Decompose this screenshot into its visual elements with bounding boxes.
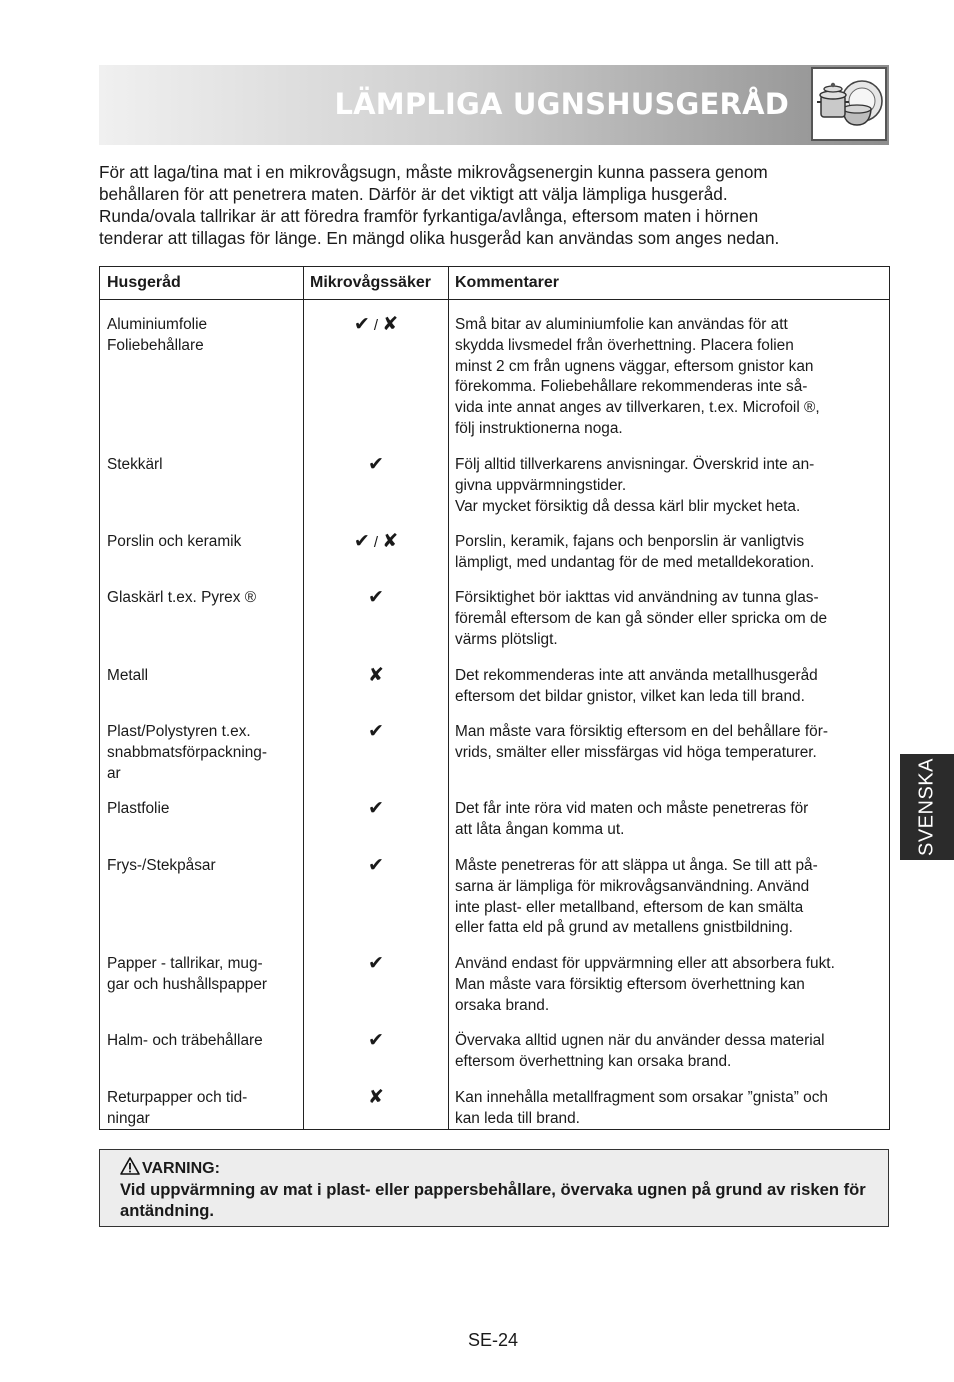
safe-indicator [304, 1088, 448, 1108]
comment [455, 954, 883, 1016]
comment-line: Det rekommenderas inte att använda metallhusgeråd [455, 667, 818, 684]
comment [455, 722, 883, 764]
safe-indicator [304, 455, 448, 475]
comment-line: Försiktighet bör iakttas vid användning av tunna glas- [455, 589, 819, 606]
cross-icon: ✘ [368, 665, 384, 686]
check-icon: ✔ [368, 721, 384, 742]
comment [455, 1088, 883, 1130]
cookware-name: Porslin och keramik [107, 533, 242, 550]
check-icon: ✔ [368, 855, 384, 876]
safe-indicator [304, 315, 448, 336]
cookware-name: Aluminiumfolie Foliebehållare [107, 316, 208, 354]
warning-triangle-icon [120, 1157, 140, 1180]
page-title: LÄMPLIGA UGNSHUSGERÅD [334, 87, 789, 121]
comment-line: Måste penetreras för att släppa ut ånga. Se till att på- [455, 857, 818, 874]
comment-line: minst 2 cm från ugnens väggar, eftersom gnistor kan [455, 357, 814, 375]
safe-indicator [304, 799, 448, 819]
cookware-name: Frys-/Stekpåsar [107, 857, 216, 874]
safe-indicator [304, 722, 448, 742]
cookware-icon [811, 67, 887, 141]
warning-title-row [120, 1157, 220, 1180]
comment-line: Det får inte röra vid maten och måste penetreras för [455, 800, 809, 817]
comment-line: givna uppvärmningstider. [455, 476, 627, 494]
comment-line: Kan innehålla metallfragment som orsakar ”gnista” och [455, 1089, 828, 1106]
comment-line: kan leda till brand. [455, 1109, 580, 1127]
header-cookware: Husgeråd [107, 274, 181, 291]
header-microwave-safe: Mikrovågssäker [310, 274, 431, 291]
intro-line: Runda/ovala tallrikar är att föredra framför fyrkantiga/avlånga, eftersom maten i hörnen [99, 206, 759, 226]
comment-line: orsaka brand. [455, 996, 550, 1014]
column-divider [303, 267, 304, 1129]
safe-indicator [304, 856, 448, 876]
cookware-name: Halm- och träbehållare [107, 1032, 263, 1049]
comment-line: värms plötsligt. [455, 630, 558, 648]
comment-line: sarna är lämpliga för mikrovågsanvändning. Använd [455, 877, 810, 895]
check-icon: ✔ [368, 1030, 384, 1051]
comment-line: att låta ångan komma ut. [455, 820, 625, 838]
comment-line: Man måste vara försiktig eftersom överhettning kan [455, 975, 805, 993]
header-comments: Kommentarer [455, 274, 560, 291]
warning-text: Vid uppvärmning av mat i plast- eller pappersbehållare, övervaka ugnen på grund av risken för antändning. [120, 1180, 866, 1220]
comment-line: vida inte annat anges av tillverkaren, t.ex. Microfoil ®, [455, 399, 820, 417]
comment [455, 799, 883, 841]
intro-paragraph [99, 161, 889, 249]
comment [455, 666, 883, 708]
safe-indicator [304, 532, 448, 553]
check-icon: ✔ [368, 454, 384, 475]
column-divider [448, 267, 449, 1129]
comment [455, 856, 883, 939]
check-icon: ✔ [353, 531, 370, 552]
cookware-name: Metall [107, 667, 149, 684]
cross-icon: ✘ [382, 314, 399, 335]
comment-line: Små bitar av aluminiumfolie kan användas för att [455, 316, 788, 333]
cookware-name: Returpapper och tid- ningar [107, 1089, 248, 1127]
separator: / [369, 534, 383, 551]
page-number: SE-24 [467, 1330, 519, 1350]
comment [455, 1031, 883, 1073]
comment-line: Man måste vara försiktig eftersom en del behållare för- [455, 723, 828, 740]
comment-line: eftersom det bildar gnistor, vilket kan leda till brand. [455, 687, 805, 705]
check-icon: ✔ [368, 953, 384, 974]
title-banner [99, 65, 889, 145]
intro-line: behållaren för att penetrera maten. Därför är det viktigt att välja lämpliga husgeråd. [99, 184, 728, 204]
cookware-name: Plast/Polystyren t.ex. snabbmatsförpackning- ar [107, 723, 267, 782]
comment-line: förekomma. Foliebehållare rekommenderas inte så- [455, 378, 808, 396]
cross-icon: ✘ [382, 531, 399, 552]
intro-line: För att laga/tina mat i en mikrovågsugn, måste mikrovågsenergin kunna passera genom [99, 162, 768, 182]
cookware-name: Glaskärl t.ex. Pyrex ® [107, 589, 257, 606]
comment-line: vrids, smälter eller missfärgas vid höga temperaturer. [455, 743, 817, 761]
check-icon: ✔ [368, 798, 384, 819]
check-icon: ✔ [368, 587, 384, 608]
cookware-name: Stekkärl [107, 456, 163, 473]
table-header [100, 267, 889, 300]
comment-line: lämpligt, med undantag för de med metalldekoration. [455, 553, 815, 571]
comment-line: Följ alltid tillverkarens anvisningar. Överskrid inte an- [455, 456, 815, 473]
separator: / [369, 317, 383, 334]
safe-indicator [304, 1031, 448, 1051]
intro-line: tenderar att tillagas för länge. En mängd olika husgeråd kan användas som anges nedan. [99, 228, 780, 248]
cookware-name: Plastfolie [107, 800, 170, 817]
comment-line: Var mycket försiktig då dessa kärl blir mycket heta. [455, 497, 801, 515]
comment [455, 455, 883, 517]
comment-line: eftersom överhettning kan orsaka brand. [455, 1052, 732, 1070]
warning-box [99, 1149, 889, 1227]
comment-line: inte plast- eller metallband, eftersom de kan smälta [455, 898, 804, 916]
comment [455, 588, 883, 650]
warning-title: VARNING: [142, 1160, 220, 1177]
comment-line: föremål eftersom de kan gå sönder eller spricka om de [455, 609, 828, 627]
language-label: SVENSKA [915, 758, 938, 856]
cookware-table [99, 266, 890, 1130]
comment [455, 532, 883, 574]
safe-indicator [304, 954, 448, 974]
language-tab [900, 754, 954, 860]
comment-line: följ instruktionerna noga. [455, 419, 623, 437]
safe-indicator [304, 588, 448, 608]
safe-indicator [304, 666, 448, 686]
comment-line: eller fatta eld på grund av metallens gnistbildning. [455, 919, 793, 937]
cookware-name: Papper - tallrikar, mug- gar och hushållspapper [107, 955, 268, 993]
comment-line: Övervaka alltid ugnen när du använder dessa material [455, 1032, 825, 1049]
comment-line: Porslin, keramik, fajans och benporslin är vanligtvis [455, 533, 805, 550]
check-icon: ✔ [353, 314, 370, 335]
comment-line: skydda livsmedel från överhettning. Placera folien [455, 336, 794, 354]
comment-line: Använd endast för uppvärmning eller att absorbera fukt. [455, 955, 835, 972]
cross-icon: ✘ [368, 1087, 384, 1108]
comment [455, 315, 883, 440]
